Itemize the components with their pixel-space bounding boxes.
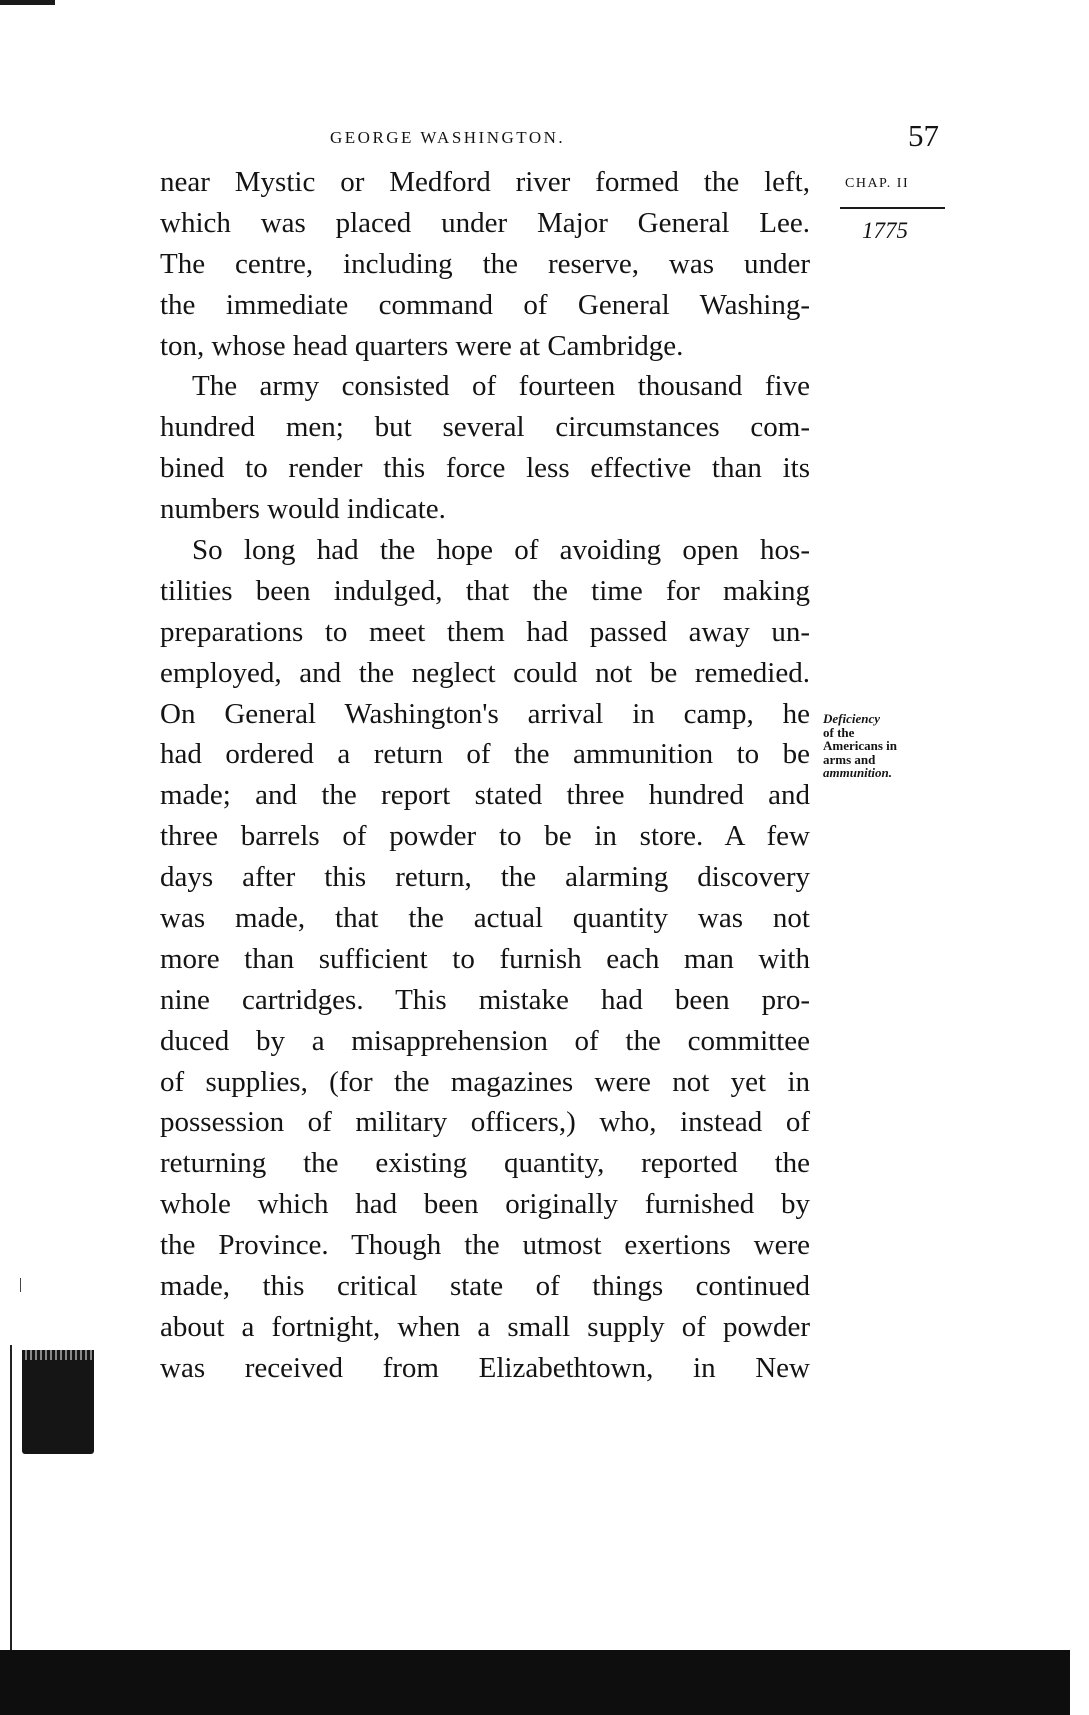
sidenote-line: ammunition. xyxy=(823,765,892,780)
text-line: tilities been indulged, that the time for making xyxy=(160,574,810,607)
sidenote-line: of the xyxy=(823,724,855,740)
scan-artifact-tick xyxy=(20,1278,21,1292)
page-number: 57 xyxy=(908,118,939,153)
text-line: had ordered a return of the ammunition to be xyxy=(160,738,810,771)
scan-artifact-bottom-bar xyxy=(0,1650,1070,1715)
margin-sidenote xyxy=(823,712,953,780)
sidenote-line: arms and xyxy=(823,751,876,767)
margin-year: 1775 xyxy=(862,218,908,243)
text-line: The army consisted of fourteen thousand five xyxy=(192,370,810,403)
text-line: was received from Elizabethtown, in New xyxy=(160,1351,810,1384)
text-line: the Province. Though the utmost exertions were xyxy=(160,1229,810,1262)
text-line: bined to render this force less effective than its xyxy=(160,452,810,485)
text-line: made; and the report stated three hundred and xyxy=(160,779,810,812)
sidenote-line: Americans in xyxy=(823,738,898,753)
text-line: ton, whose head quarters were at Cambridge. xyxy=(160,329,684,362)
scan-artifact-edge xyxy=(10,1345,12,1665)
text-line: possession of military officers,) who, instead of xyxy=(160,1106,810,1139)
text-line: the immediate command of General Washing- xyxy=(160,288,810,321)
text-line: duced by a misapprehension of the committee xyxy=(160,1024,810,1057)
text-line: numbers would indicate. xyxy=(160,493,446,526)
text-line: which was placed under Major General Lee. xyxy=(160,206,810,239)
text-line: The centre, including the reserve, was under xyxy=(160,247,810,280)
text-line: days after this return, the alarming discovery xyxy=(160,861,810,894)
text-line: near Mystic or Medford river formed the left, xyxy=(160,166,810,198)
text-line: more than sufficient to furnish each man with xyxy=(160,942,810,975)
text-line: nine cartridges. This mistake had been pro- xyxy=(160,983,810,1016)
text-line: was made, that the actual quantity was not xyxy=(160,902,810,935)
text-line: On General Washington's arrival in camp, he xyxy=(160,697,810,730)
text-line: hundred men; but several circumstances com- xyxy=(160,411,810,444)
text-line: employed, and the neglect could not be remedied. xyxy=(160,656,810,689)
text-line: preparations to meet them had passed away un- xyxy=(160,615,810,648)
margin-divider xyxy=(840,207,945,209)
text-line: of supplies, (for the magazines were not yet in xyxy=(160,1065,810,1098)
text-line: made, this critical state of things continued xyxy=(160,1270,810,1303)
text-line: returning the existing quantity, reported the xyxy=(160,1147,810,1180)
body-text xyxy=(160,162,810,1389)
margin-chapter: CHAP. II xyxy=(845,176,910,191)
text-line: So long had the hope of avoiding open hos- xyxy=(192,534,810,567)
text-line: about a fortnight, when a small supply of powder xyxy=(160,1310,810,1343)
scan-artifact-top xyxy=(0,0,55,5)
running-title: GEORGE WASHINGTON. xyxy=(330,128,566,147)
text-line: whole which had been originally furnished by xyxy=(160,1188,810,1221)
sidenote-line: Deficiency xyxy=(823,711,881,726)
text-line: three barrels of powder to be in store. A few xyxy=(160,820,810,853)
scan-artifact-blob xyxy=(22,1350,94,1454)
